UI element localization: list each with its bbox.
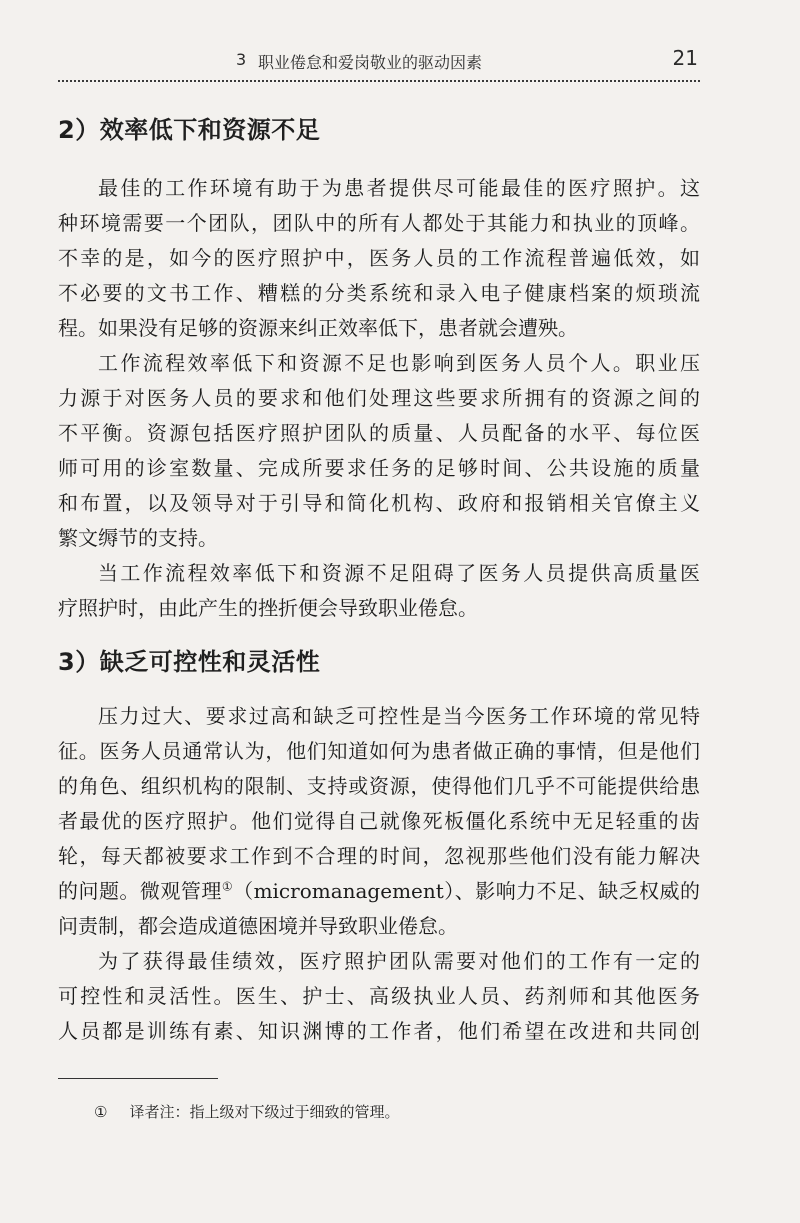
paragraph-line: 不幸的是，如今的医疗照护中，医务人员的工作流程普遍低效，如 — [58, 246, 700, 270]
paragraph-line: 种环境需要一个团队，团队中的所有人都处于其能力和执业的顶峰。 — [58, 211, 700, 235]
paragraph-line: 最佳的工作环境有助于为患者提供尽可能最佳的医疗照护。这 — [98, 176, 700, 200]
paragraph-line: 不必要的文书工作、糟糕的分类系统和录入电子健康档案的烦琐流 — [58, 281, 700, 305]
paragraph-line: 为了获得最佳绩效，医疗照护团队需要对他们的工作有一定的 — [98, 949, 700, 973]
paragraph-line: 和布置，以及领导对于引导和简化机构、政府和报销相关官僚主义 — [58, 491, 700, 515]
footnote-reference[interactable]: ① — [221, 879, 234, 894]
footnote — [94, 1101, 399, 1122]
chapter-number: 3 — [236, 50, 247, 69]
line-segment: 的问题。微观管理 — [58, 879, 222, 903]
section-heading-2: 2）效率低下和资源不足 — [58, 116, 321, 144]
paragraph-line: 师可用的诊室数量、完成所要求任务的足够时间、公共设施的质量 — [58, 456, 700, 480]
paragraph-line: 征。医务人员通常认为，他们知道如何为患者做正确的事情，但是他们 — [58, 739, 700, 763]
paragraph-line: 的角色、组织机构的限制、支持或资源，使得他们几乎不可能提供给患 — [58, 774, 700, 798]
paragraph-line: 压力过大、要求过高和缺乏可控性是当今医务工作环境的常见特 — [98, 704, 700, 728]
paragraph-line: 力源于对医务人员的要求和他们处理这些要求所拥有的资源之间的 — [58, 386, 700, 410]
paragraph-line-with-footnote — [58, 877, 700, 905]
footnote-text: 译者注：指上级对下级过于细致的管理。 — [129, 1103, 400, 1121]
paragraph-line: 工作流程效率低下和资源不足也影响到医务人员个人。职业压 — [98, 351, 700, 375]
footnote-mark: ① — [94, 1103, 108, 1121]
paragraph-line: 当工作流程效率低下和资源不足阻碍了医务人员提供高质量医 — [98, 561, 700, 585]
paragraph-line: 繁文缛节的支持。 — [58, 526, 218, 550]
running-header — [58, 46, 740, 76]
header-dotted-rule — [58, 80, 700, 82]
chapter-title: 职业倦怠和爱岗敬业的驱动因素 — [258, 53, 483, 72]
line-segment: （micromanagement）、影响力不足、缺乏权威的 — [233, 879, 701, 903]
paragraph-line: 疗照护时，由此产生的挫折便会导致职业倦怠。 — [58, 596, 478, 620]
paragraph-line: 人员都是训练有素、知识渊博的工作者，他们希望在改进和共同创 — [58, 1019, 700, 1043]
page-number: 21 — [672, 46, 698, 70]
paragraph-line: 问责制，都会造成道德困境并导致职业倦怠。 — [58, 914, 458, 938]
paragraph-line: 程。如果没有足够的资源来纠正效率低下，患者就会遭殃。 — [58, 316, 578, 340]
section-heading-3: 3）缺乏可控性和灵活性 — [58, 648, 321, 676]
paragraph-line: 可控性和灵活性。医生、护士、高级执业人员、药剂师和其他医务 — [58, 984, 700, 1008]
paragraph-line: 轮，每天都被要求工作到不合理的时间，忽视那些他们没有能力解决 — [58, 844, 700, 868]
paragraph-line: 不平衡。资源包括医疗照护团队的质量、人员配备的水平、每位医 — [58, 421, 700, 445]
footnote-rule — [58, 1078, 218, 1079]
paragraph-line: 者最优的医疗照护。他们觉得自己就像死板僵化系统中无足轻重的齿 — [58, 809, 700, 833]
